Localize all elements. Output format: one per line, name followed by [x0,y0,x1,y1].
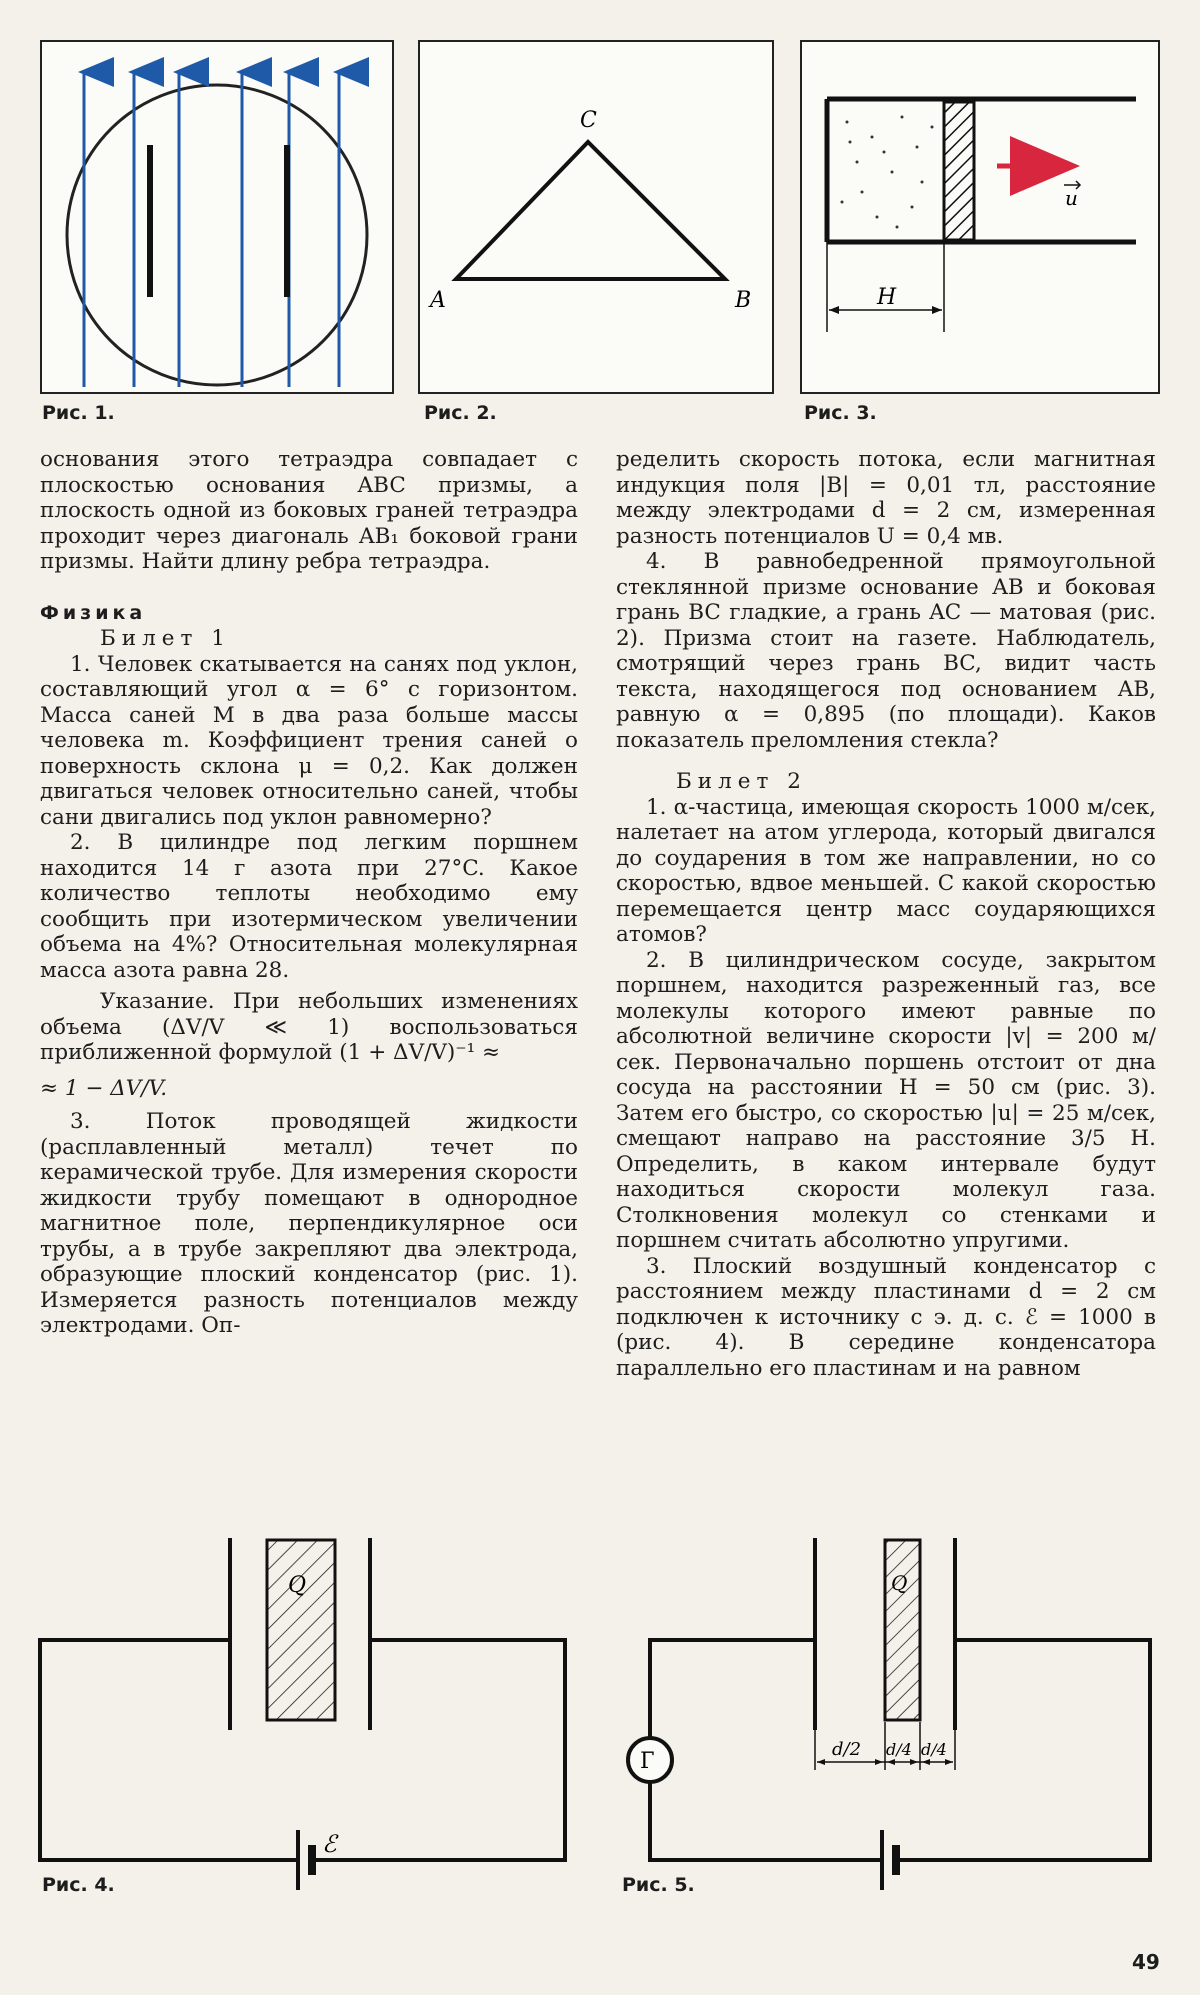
figure-1 [40,40,394,394]
fig3-caption: Рис. 3. [804,402,877,424]
section-heading: Физика [40,601,147,624]
cylinder-piston-diagram [802,42,1158,392]
q-label: Q [891,1571,908,1595]
h-label: H [877,285,897,310]
problem-4: 4. В равнобедренной прямоугольной стеклянной призме основание AB и боковая грань BC гладкие, а грань AC — матовая (рис. 2). Призма стоит на газете. Наблюдатель, смотрящий через грань BC, видит часть текста, находящегося под основанием AB, равную α = 0,895 (по площади). Каков показатель преломления стекла? [616,549,1156,753]
problem-3: 3. Поток проводящей жидкости (расплавленный металл) течет по керамической трубе. Для измерения скорости жидкости трубу помещают в однородное магнитное поле, перпендикулярное оси трубы, а в трубе закрепляют два электрода, образующие плоский конденсатор (рис. 1). Измеряется разность потенциалов между электродами. Оп- [40,1109,578,1338]
figure-2 [418,40,774,394]
problem-3-continued: ределить скорость потока, если магнитная индукция поля |B| = 0,01 тл, расстояние между электродами d = 2 см, измеренная разность потенциалов U = 0,4 мв. [616,447,1156,549]
figure-5 [610,1530,1170,1890]
page-number: 49 [1132,1950,1160,1974]
ticket2-problem-2: 2. В цилиндрическом сосуде, закрытом поршнем, находится разреженный газ, все молекулы которого имеют равные по абсолютной величине скорости |v| = 200 м/сек. Первоначально поршень отстоит от дна сосуда на расстоянии H = 50 см (рис. 3). Затем его быстро, со скоростью |u| = 25 м/сек, смещают направо на расстояние 3/5 H. Определить, в каком интервале будут находиться скорости молекул газа. Столкновения молекул со стенками и поршнем считать абсолютно упругими. [616,947,1156,1253]
figure-4 [30,1530,590,1890]
gas-particles [841,116,934,229]
vertex-a-label: A [430,288,446,313]
dim-quarter-label-1: d/4 [886,1740,912,1759]
piston [944,102,974,240]
fig2-caption: Рис. 2. [424,402,497,424]
left-column [40,447,578,1339]
dim-half-label: d/2 [832,1739,862,1760]
fig1-caption: Рис. 1. [42,402,115,424]
fig5-caption: Рис. 5. [622,1874,695,1896]
vertex-c-label: C [580,108,597,133]
vertex-b-label: B [735,288,752,313]
figure-3 [800,40,1160,394]
dielectric-slab [267,1540,335,1720]
prism-triangle-diagram [420,42,772,392]
hint-paragraph: Указание. При небольших изменениях объема (ΔV/V ≪ 1) воспользоваться приближенной формулой (1 + ΔV/V)⁻¹ ≈ [40,989,578,1065]
q-label: Q [288,1573,307,1598]
magnetic-field-diagram [42,42,392,392]
u-label: u [1065,186,1078,210]
fig4-caption: Рис. 4. [42,1874,115,1896]
problem-1: 1. Человек скатывается на санях под уклон, составляющий угол α = 6° с горизонтом. Масса саней M в два раза больше массы человека m. Коэффициент трения саней о поверхность склона μ = 0,2. Как должен двигаться человек относительно саней, чтобы сани двигались под уклон равномерно? [40,651,578,830]
dielectric-plate [885,1540,920,1720]
ticket-1-heading: Билет 1 [100,626,231,651]
ticket2-problem-3: 3. Плоский воздушный конденсатор с расстоянием между пластинами d = 2 см подключен к источнику с э. д. с. ℰ = 1000 в (рис. 4). В середине конденсатора параллельно его пластинам и на равном [616,1253,1156,1381]
ticket-2-heading: Билет 2 [676,769,807,794]
hint-formula: ≈ 1 − ΔV/V. [40,1075,168,1101]
pipe-cross-section [67,85,367,385]
emf-label: ℰ [322,1830,337,1858]
triangle-abc [456,142,725,279]
problem-2: 2. В цилиндре под легким поршнем находится 14 г азота при 27°C. Какое количество теплоты необходимо ему сообщить при изотермическом увеличении объема на 4%? Относительная молекулярная масса азота равна 28. [40,830,578,983]
ticket2-problem-1: 1. α-частица, имеющая скорость 1000 м/сек, налетает на атом углерода, который двигался до соударения в том же направлении, но со скоростью, вдвое меньшей. С какой скоростью перемещается центр масс соударяющихся атомов? [616,794,1156,947]
right-column [616,447,1156,1381]
galvanometer-label: Г [640,1749,655,1774]
intro-paragraph: основания этого тетраэдра совпадает с плоскостью основания ABC призмы, а плоскость одной из боковых граней тетраэдра проходит через диагональ AB₁ боковой грани призмы. Найти длину ребра тетраэдра. [40,447,578,574]
dim-quarter-label-2: d/4 [921,1740,947,1759]
